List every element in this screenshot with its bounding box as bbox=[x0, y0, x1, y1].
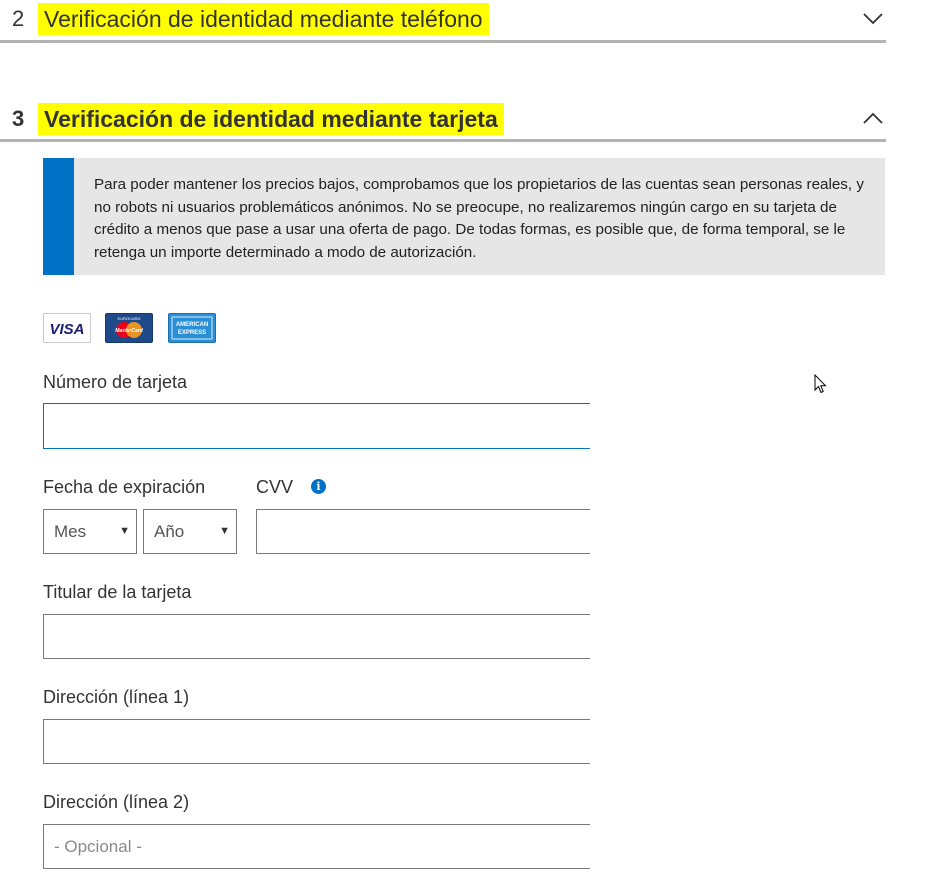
section-phone-verification bbox=[0, 0, 886, 43]
svg-text:MasterCard: MasterCard bbox=[115, 328, 143, 334]
info-notice: Para poder mantener los precios bajos, comprobamos que los propietarios de las cuentas sean personas reales, y no robots ni usuarios problemáticos anónimos. No se preocupe, no realizaremos ningún cargo en su tarjeta de crédito a menos que pase a usar una oferta de pago. De todas formas, es posible que, de forma temporal, se le retenga un importe determinado a modo de autorización. bbox=[43, 158, 885, 275]
year-select-value: Año bbox=[154, 522, 185, 541]
amex-logo bbox=[168, 313, 216, 343]
address2-label: Dirección (línea 2) bbox=[43, 792, 190, 812]
svg-text:VISA: VISA bbox=[49, 321, 85, 338]
expiration-label: Fecha de expiración bbox=[43, 477, 206, 497]
chevron-down-icon[interactable] bbox=[862, 7, 884, 29]
mouse-cursor-icon bbox=[814, 374, 828, 394]
section-header-phone[interactable] bbox=[0, 0, 886, 43]
section-title: Verificación de identidad mediante teléfono bbox=[38, 3, 489, 35]
step-number: 2 bbox=[12, 6, 25, 31]
cardholder-label: Titular de la tarjeta bbox=[43, 582, 192, 602]
svg-text:EXPRESS: EXPRESS bbox=[177, 330, 207, 336]
step-number: 3 bbox=[12, 106, 25, 131]
visa-logo bbox=[43, 313, 91, 343]
section-header-card[interactable] bbox=[0, 100, 886, 142]
expiration-month-select[interactable] bbox=[43, 509, 137, 554]
address2-input[interactable] bbox=[43, 824, 590, 869]
address1-label: Dirección (línea 1) bbox=[43, 687, 190, 707]
card-number-input[interactable] bbox=[43, 403, 590, 449]
svg-text:AMERICAN: AMERICAN bbox=[175, 322, 209, 328]
info-icon[interactable]: i bbox=[311, 479, 326, 494]
chevron-up-icon[interactable] bbox=[862, 107, 884, 129]
address1-input[interactable] bbox=[43, 719, 590, 764]
dropdown-arrow-icon: ▼ bbox=[219, 525, 230, 537]
section-title: Verificación de identidad mediante tarjeta bbox=[38, 103, 504, 135]
expiration-year-select[interactable] bbox=[143, 509, 237, 554]
section-card-verification bbox=[0, 100, 886, 142]
card-number-label: Número de tarjeta bbox=[43, 372, 188, 392]
cardholder-input[interactable] bbox=[43, 614, 590, 659]
mastercard-logo bbox=[105, 313, 153, 343]
cvv-label: CVV bbox=[256, 477, 294, 497]
dropdown-arrow-icon: ▼ bbox=[119, 525, 130, 537]
month-select-value: Mes bbox=[54, 522, 87, 541]
cvv-input[interactable] bbox=[256, 509, 590, 554]
svg-text:EUROCARD: EUROCARD bbox=[117, 316, 141, 321]
